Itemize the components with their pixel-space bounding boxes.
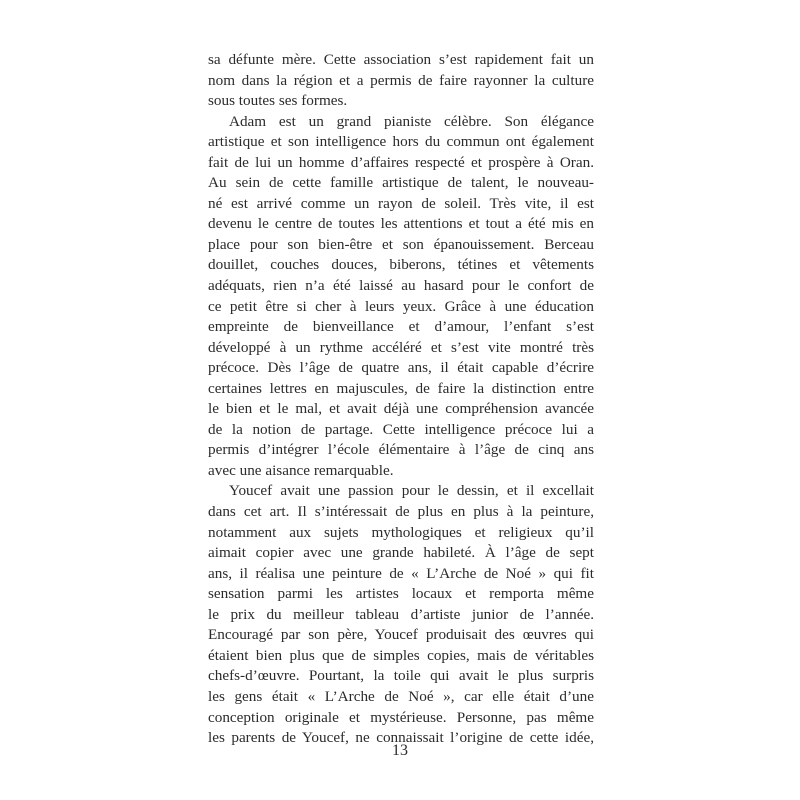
page-number: 13 bbox=[392, 742, 408, 759]
text-line: chefs-d’œuvre. Pourtant, la toile qui avait le plus surpris bbox=[208, 667, 594, 685]
text-line: notamment aux sujets mythologiques et religieux qu’il bbox=[208, 523, 594, 541]
body-text bbox=[208, 50, 594, 749]
text-line: devenu le centre de toutes les attentions et tout a été mis en bbox=[208, 215, 594, 233]
text-line: les gens était « L’Arche de Noé », car elle était d’une bbox=[208, 687, 594, 705]
text-line: certaines lettres en majuscules, de faire la distinction entre bbox=[208, 379, 594, 397]
text-line: les parents de Youcef, ne connaissait l’origine de cette idée, bbox=[208, 729, 594, 747]
text-line: conception originale et mystérieuse. Personne, pas même bbox=[208, 708, 594, 726]
text-line: nom dans la région et a permis de faire rayonner la culture bbox=[208, 71, 594, 89]
text-line: empreinte de bienveillance et d’amour, l’enfant s’est bbox=[208, 318, 594, 336]
text-line: sous toutes ses formes. bbox=[208, 92, 348, 110]
text-line: Encouragé par son père, Youcef produisait des œuvres qui bbox=[208, 626, 594, 644]
text-line: fait de lui un homme d’affaires respecté et prospère à Oran. bbox=[208, 153, 594, 171]
text-line: adéquats, rien n’a été laissé au hasard pour le confort de bbox=[208, 277, 594, 295]
text-line: étaient bien plus que de simples copies, mais de véritables bbox=[208, 646, 594, 664]
text-line: Adam est un grand pianiste célèbre. Son élégance bbox=[229, 112, 594, 130]
text-line: dans cet art. Il s’intéressait de plus en plus à la peinture, bbox=[208, 503, 594, 521]
text-line: Youcef avait une passion pour le dessin, et il excellait bbox=[229, 482, 594, 500]
text-line: développé à un rythme accéléré et s’est vite montré très bbox=[208, 338, 594, 356]
text-line: aimait copier avec une grande habileté. À l’âge de sept bbox=[208, 544, 594, 562]
text-line: artistique et son intelligence hors du commun ont également bbox=[208, 133, 594, 151]
text-line: sensation parmi les artistes locaux et remporta même bbox=[208, 585, 594, 603]
text-line: précoce. Dès l’âge de quatre ans, il était capable d’écrire bbox=[208, 359, 594, 377]
text-line: ce petit être si cher à leurs yeux. Grâce à une éducation bbox=[208, 297, 594, 315]
text-line: place pour son bien-être et son épanouissement. Berceau bbox=[208, 235, 594, 253]
text-line: avec une aisance remarquable. bbox=[208, 461, 394, 479]
text-line: Au sein de cette famille artistique de talent, le nouveau- bbox=[208, 174, 594, 192]
text-line: douillet, couches douces, biberons, tétines et vêtements bbox=[208, 256, 594, 274]
text-line: le bien et le mal, et avait déjà une compréhension avancée bbox=[208, 400, 594, 418]
text-line: le prix du meilleur tableau d’artiste junior de l’année. bbox=[208, 605, 594, 623]
text-line: de la notion de partage. Cette intelligence précoce lui a bbox=[208, 420, 594, 438]
text-line: permis d’intégrer l’école élémentaire à l’âge de cinq ans bbox=[208, 441, 594, 459]
text-line: sa défunte mère. Cette association s’est rapidement fait un bbox=[208, 51, 594, 68]
text-line: ans, il réalisa une peinture de « L’Arche de Noé » qui fit bbox=[208, 564, 594, 582]
text-line: né est arrivé comme un rayon de soleil. Très vite, il est bbox=[208, 194, 594, 212]
